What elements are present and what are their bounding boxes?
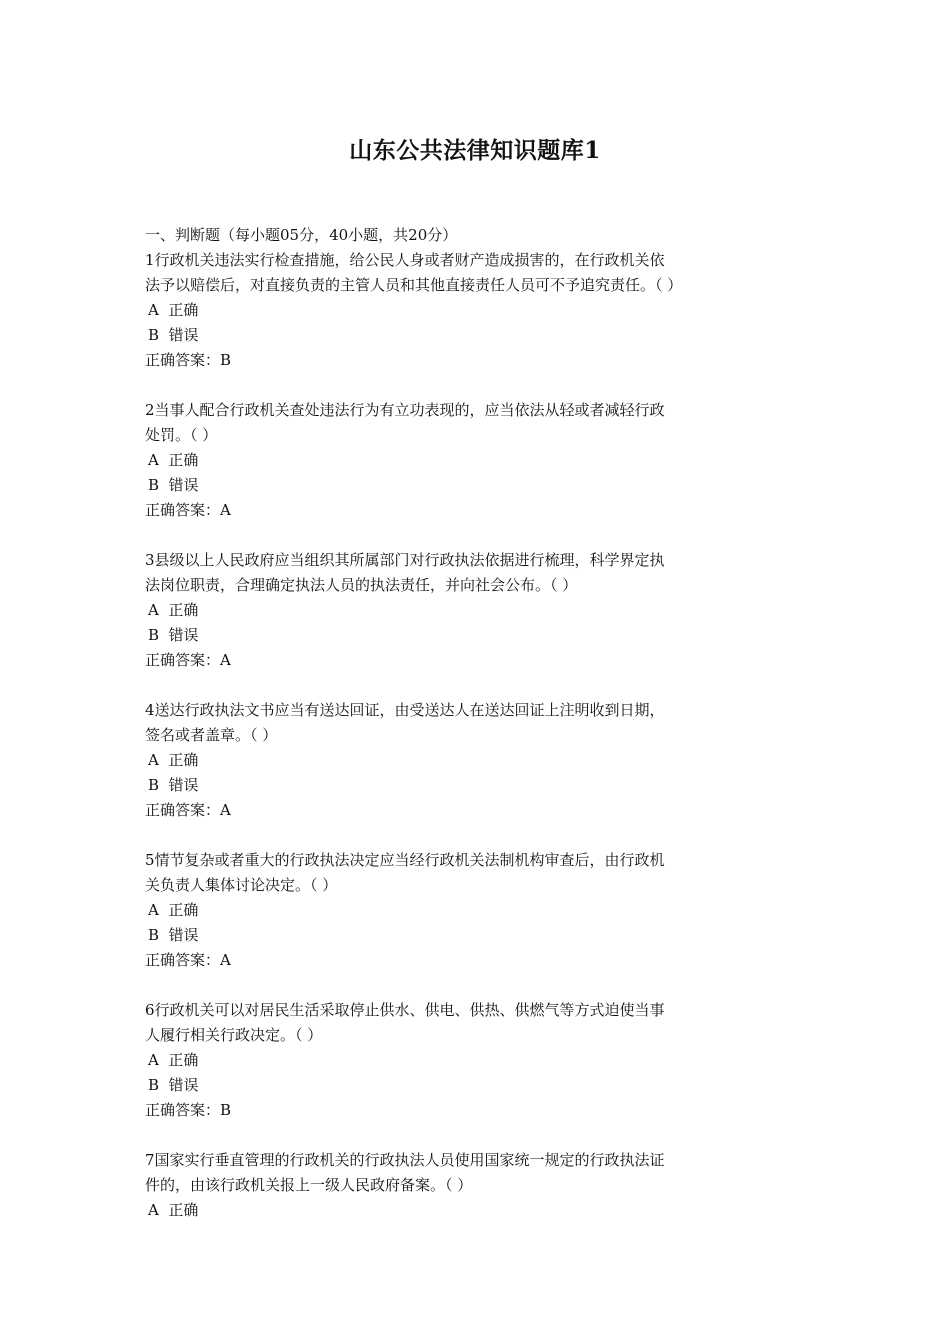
question-text-line: 法岗位职责，合理确定执法人员的执法责任，并向社会公布。（ ） (145, 576, 578, 594)
option-b: B 错误 (148, 926, 199, 944)
question-text-line: 件的，由该行政机关报上一级人民政府备案。（ ） (145, 1176, 473, 1194)
correct-answer: 正确答案：A (145, 951, 231, 969)
option-a: A 正确 (148, 901, 199, 919)
option-b: B 错误 (148, 626, 199, 644)
question-text-line: 1行政机关违法实行检查措施，给公民人身或者财产造成损害的，在行政机关依 (145, 251, 665, 269)
question-item (145, 548, 785, 673)
option-b: B 错误 (148, 476, 199, 494)
question-text-line: 4送达行政执法文书应当有送达回证，由受送达人在送达回证上注明收到日期， (145, 701, 665, 719)
question-text-line: 关负责人集体讨论决定。（ ） (145, 876, 338, 894)
question-item (145, 398, 785, 523)
option-b: B 错误 (148, 776, 199, 794)
question-text-line: 7国家实行垂直管理的行政机关的行政执法人员使用国家统一规定的行政执法证 (145, 1151, 665, 1169)
document-title: 山东公共法律知识题库1 (349, 137, 601, 164)
question-item (145, 248, 785, 373)
option-a: A 正确 (148, 1051, 199, 1069)
question-text-line: 处罚。（ ） (145, 426, 218, 444)
section-heading: 一、判断题（每小题05分，40小题，共20分） (145, 226, 458, 244)
question-text-line: 人履行相关行政决定。（ ） (145, 1026, 323, 1044)
correct-answer: 正确答案：A (145, 651, 231, 669)
option-a: A 正确 (148, 601, 199, 619)
question-item (145, 698, 785, 823)
correct-answer: 正确答案：A (145, 801, 231, 819)
option-b: B 错误 (148, 1076, 199, 1094)
correct-answer: 正确答案：B (145, 351, 232, 369)
question-text-line: 6行政机关可以对居民生活采取停止供水、供电、供热、供燃气等方式迫使当事 (145, 1001, 665, 1019)
option-a: A 正确 (148, 451, 199, 469)
option-a: A 正确 (148, 1201, 199, 1219)
question-item (145, 848, 785, 973)
question-text-line: 5情节复杂或者重大的行政执法决定应当经行政机关法制机构审查后，由行政机 (145, 851, 665, 869)
question-text-line: 法予以赔偿后，对直接负责的主管人员和其他直接责任人员可不予追究责任。（ ） (145, 276, 683, 294)
question-text-line: 2当事人配合行政机关查处违法行为有立功表现的，应当依法从轻或者减轻行政 (145, 401, 665, 419)
option-a: A 正确 (148, 301, 199, 319)
option-a: A 正确 (148, 751, 199, 769)
option-b: B 错误 (148, 326, 199, 344)
question-item (145, 1148, 785, 1223)
document-body (145, 223, 785, 1248)
correct-answer: 正确答案：A (145, 501, 231, 519)
correct-answer: 正确答案：B (145, 1101, 232, 1119)
question-text-line: 3县级以上人民政府应当组织其所属部门对行政执法依据进行梳理，科学界定执 (145, 551, 665, 569)
question-item (145, 998, 785, 1123)
question-text-line: 签名或者盖章。（ ） (145, 726, 278, 744)
